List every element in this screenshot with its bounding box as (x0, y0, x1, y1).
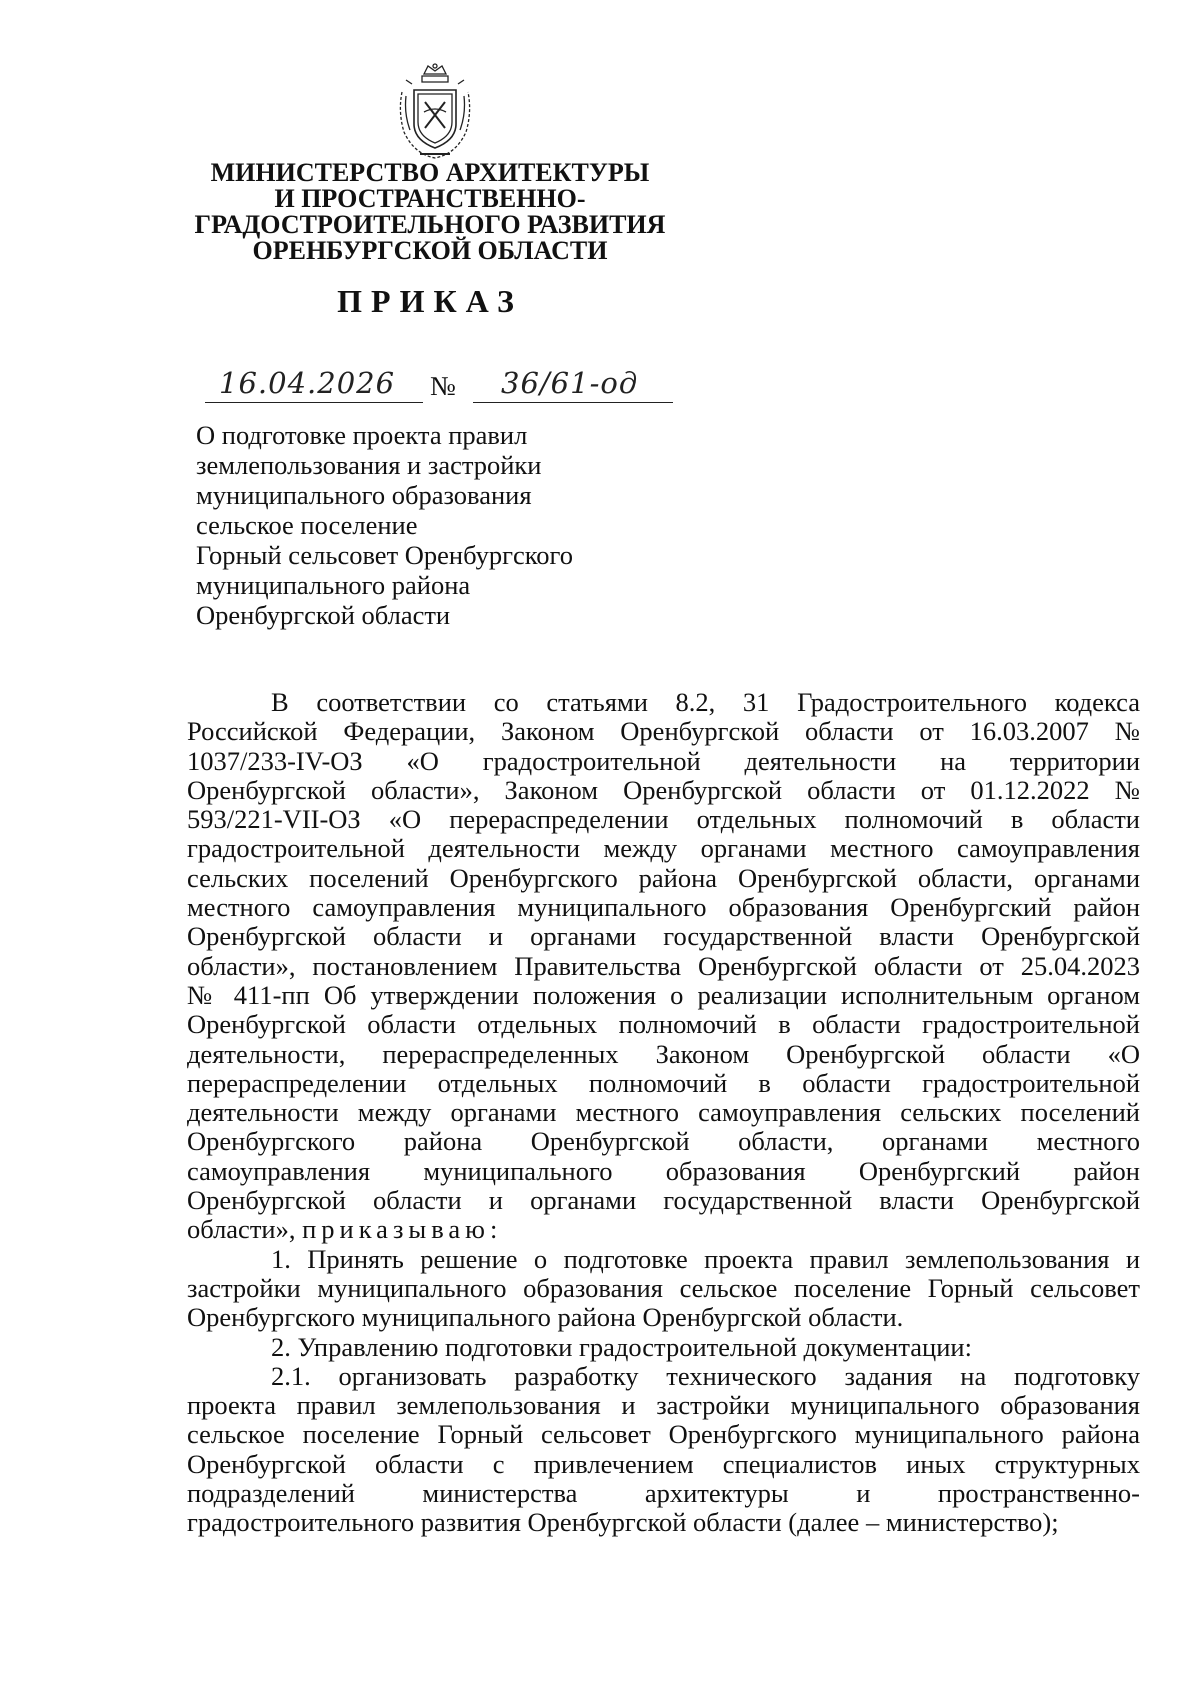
body-line: Российской Федерации, Законом Оренбургской области от 16.03.2007 № (187, 716, 1140, 747)
subject-line: Оренбургской области (196, 600, 451, 630)
body-line: 593/221-VII-ОЗ «О перераспределении отдельных полномочий в области (187, 804, 1140, 835)
body-line: деятельности, перераспределенных Законом Оренбургской области «О (187, 1038, 1140, 1069)
subject-line: муниципального района (196, 570, 471, 600)
body-line: деятельности между органами местного самоуправления сельских поселений (187, 1097, 1140, 1128)
item-2-1-line: 2.1. организовать разработку технического задания на подготовку (271, 1360, 1140, 1391)
body-line: Оренбургского района Оренбургской области, органами местного (187, 1126, 1140, 1157)
registration-line (205, 362, 675, 412)
item-1-line: застройки муниципального образования сельское поселение Горный сельсовет (187, 1272, 1140, 1303)
coat-of-arms-emblem (394, 62, 476, 162)
document-body (187, 688, 1140, 1538)
number-field (473, 362, 673, 403)
subject-line: землепользования и застройки (196, 450, 542, 480)
body-line: Оренбургской области и органами государственной власти Оренбургской (187, 1185, 1140, 1216)
body-line: области», постановлением Правительства Оренбургской области от 25.04.2023 (187, 950, 1140, 981)
body-line: местного самоуправления муниципального образования Оренбургский район (187, 892, 1140, 923)
body-line-final (187, 1215, 1140, 1244)
body-line: самоуправления муниципального образования Оренбургский район (187, 1155, 1140, 1186)
order-verb: приказываю: (302, 1214, 503, 1245)
document-type-title: ПРИКАЗ (337, 283, 523, 319)
ministry-line: ОРЕНБУРГСКОЙ ОБЛАСТИ (252, 236, 608, 265)
body-line: 1037/233-IV-ОЗ «О градостроительной деятельности на территории (187, 745, 1140, 776)
item-2-1-line: сельское поселение Горный сельсовет Оренбургского муниципального района (187, 1419, 1140, 1450)
item-2-1-line: Оренбургской области с привлечением специалистов иных структурных (187, 1448, 1140, 1479)
body-line: сельских поселений Оренбургского района Оренбургской области, органами (187, 862, 1140, 893)
subject-line: О подготовке проекта правил (196, 420, 528, 450)
body-last-prefix: области», (187, 1214, 296, 1245)
document-subject (196, 420, 573, 630)
ministry-line: МИНИСТЕРСТВО АРХИТЕКТУРЫ (210, 158, 650, 187)
item-2-line: 2. Управлению подготовки градостроительной документации: (271, 1331, 972, 1362)
item-2-1-line: градостроительного развития Оренбургской области (далее – министерство); (187, 1507, 1059, 1538)
body-line: № 411-пп Об утверждении положения о реализации исполнительным органом (187, 979, 1140, 1010)
body-line: перераспределении отдельных полномочий в области градостроительной (187, 1067, 1140, 1098)
subject-line: муниципального образования (196, 480, 532, 510)
body-line: Оренбургской области», Законом Оренбургской области от 01.12.2022 № (187, 774, 1140, 805)
handwritten-date: 16.04.2026 (219, 366, 396, 400)
body-line: В соответствии со статьями 8.2, 31 Градостроительного кодекса (271, 687, 1140, 717)
subject-line: Горный сельсовет Оренбургского (196, 540, 573, 570)
ministry-line: ГРАДОСТРОИТЕЛЬНОГО РАЗВИТИЯ (194, 210, 666, 239)
number-sign: № (430, 371, 456, 401)
item-1-line: Оренбургского муниципального района Оренбургской области. (187, 1302, 904, 1333)
item-2-1-line: проекта правил землепользования и застройки муниципального образования (187, 1390, 1140, 1421)
subject-line: сельское поселение (196, 510, 418, 540)
date-field (205, 362, 423, 403)
ministry-name (160, 160, 700, 264)
handwritten-number: 36/61-од (501, 366, 639, 400)
body-line: Оренбургской области и органами государственной власти Оренбургской (187, 921, 1140, 952)
item-1-line: 1. Принять решение о подготовке проекта правил землепользования и (271, 1243, 1140, 1274)
body-line: градостроительной деятельности между органами местного самоуправления (187, 833, 1140, 864)
item-2-1-line: подразделений министерства архитектуры и пространственно- (187, 1478, 1140, 1509)
body-line: Оренбургской области отдельных полномочий в области градостроительной (187, 1009, 1140, 1040)
ministry-line: И ПРОСТРАНСТВЕННО- (274, 184, 586, 213)
